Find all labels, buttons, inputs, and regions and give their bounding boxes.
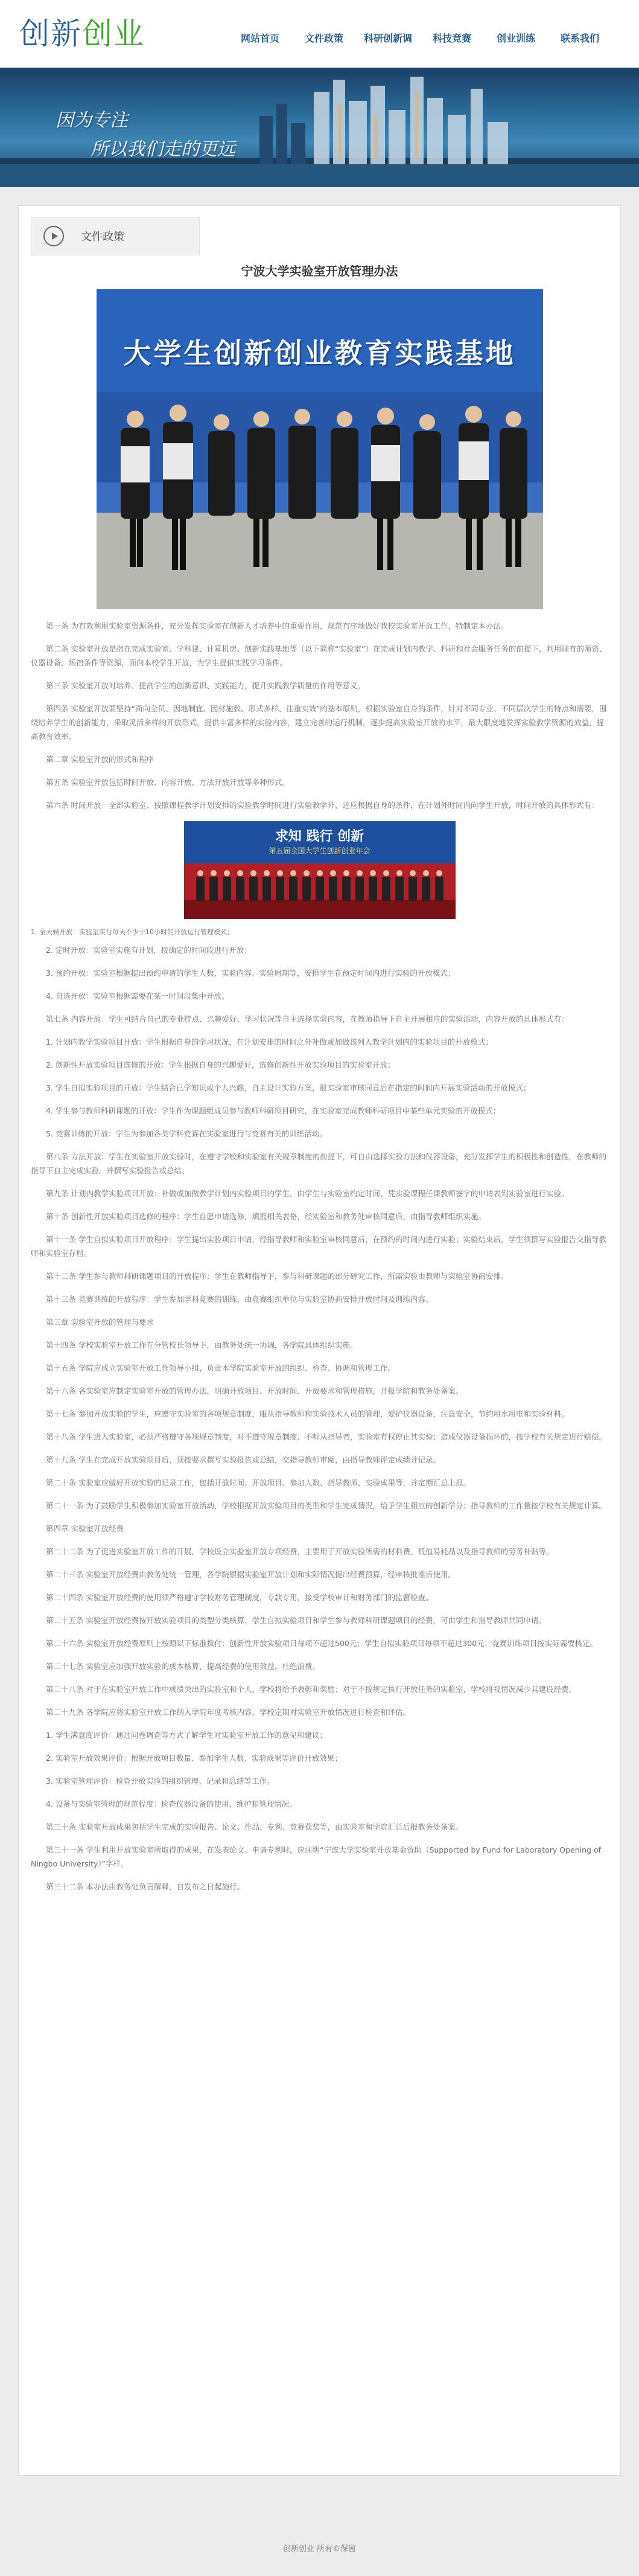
play-circle-icon xyxy=(43,226,64,246)
article-paragraph: 第二条 实验室开放是指在完成实验室、学科建、计算机房、创新实践基地等（以下简称“实验室”）在完成计划内教学、科研和社会服务任务的前提下，利用现有的师资、仪器设备、场馆条件等资源，面向本校学生开放，为学生提供实践学习条件。 xyxy=(31,644,607,667)
article-paragraph: 第二十条 实验室应做好开放实验的记录工作，包括开放时间、开放项目、参加人数、指导教师、实验成果等，并定期汇总上报。 xyxy=(46,1478,471,1487)
article-paragraph: 第十八条 学生进入实验室，必须严格遵守各项规章制度，对不遵守规章制度、不听从指导者，实验室有权停止其实验；造成仪器设备损坏的，按学校有关规定进行赔偿。 xyxy=(46,1432,606,1441)
article-paragraph: 第十六条 各实验室应制定实验室开放的管理办法，明确开放项目、开放时间、开放要求和管理措施，并报学院和教务处备案。 xyxy=(46,1386,463,1395)
site-header xyxy=(0,0,639,68)
article-paragraph: 第十五条 学院应成立实验室开放工作领导小组，负责本学院实验室开放的组织、检查、协调和管理工作。 xyxy=(46,1363,395,1373)
article-paragraph: 第二十九条 各学院应将实验室开放工作纳入学院年度考核内容，学校定期对实验室开放情况进行检查和评估。 xyxy=(46,1708,410,1717)
article-paragraph: 第三条 实验室开放对培养、提高学生的创新意识、实践能力，提升实践教学质量的作用等意义。 xyxy=(46,681,365,690)
article-paragraph: 第二十三条 实验室开放经费由教务处统一管理，各学院根据实验室开放计划和实际情况提出经费预算，经审核批准后使用。 xyxy=(46,1570,456,1579)
section-title: 文件政策 xyxy=(81,231,124,243)
article-paragraph: 第二十二条 为了促进实验室开放工作的开展，学校设立实验室开放专项经费，主要用于开放实验所需的材料费、低值易耗品以及指导教师的劳务补贴等。 xyxy=(46,1547,554,1556)
article-paragraph: 第二十八条 对于在实验室开放工作中成绩突出的实验室和个人，学校将给予表彰和奖励；对于不按规定执行开放任务的实验室，学校将视情况减少其建设经费。 xyxy=(46,1685,576,1694)
group-photo-annual-meeting xyxy=(184,821,456,919)
article-paragraph: 第七条 内容开放：学生可结合自己的专业特点、兴趣爱好、学习状况等自主选择实验内容，在教师指导下自主开展相应的实验活动，内容开放的具体形式有： xyxy=(46,1014,569,1024)
article-title: 宁波大学实验室开放管理办法 xyxy=(241,264,398,278)
logo-text-part2: 创业 xyxy=(82,16,145,51)
nav-contact[interactable]: 联系我们 xyxy=(560,33,599,44)
logo-text-part1: 创新 xyxy=(19,16,82,51)
article-paragraph: 第二十一条 为了鼓励学生积极参加实验室开放活动，学校根据开放实验项目的类型和学生完成情况，给予学生相应的创新学分；指导教师的工作量按学校有关规定计算。 xyxy=(46,1501,606,1510)
article-paragraph: 第十条 创新性开放实验项目选修的程序：学生自愿申请选修，填报相关表格，经实验室和教务处审核同意后，由指导教师组织实施。 xyxy=(46,1212,486,1221)
article-paragraph: 4. 设备与实验室管理的规范程度：检查仪器设备的使用、维护和管理情况。 xyxy=(46,1799,297,1809)
article-paragraph: 第三十条 实验室开放成果包括学生完成的实验报告、论文、作品、专利、竞赛获奖等，由实验室和学院汇总后报教务处备案。 xyxy=(46,1822,463,1831)
banner-slogan-line1: 因为专注 xyxy=(56,110,128,131)
article-paragraph: 第十三条 竞赛训练的开放程序：学生参加学科竞赛的训练，由竞赛组织单位与实验室协商安排开放时间及训练内容。 xyxy=(46,1295,433,1304)
article-paragraph: 3. 预约开放：实验室根据提出预约申请的学生人数、实验内容、实验周期等，安排学生在预定时间内进行实验的开放模式； xyxy=(46,969,456,978)
hero-banner xyxy=(0,68,639,187)
nav-training[interactable]: 创业训练 xyxy=(496,33,535,44)
article-paragraph: 第二十五条 实验室开放经费按开放实验项目的类型分类核算，学生自拟实验项目和学生参与教师科研课题项目的经费，可由学生和指导教师共同申请。 xyxy=(46,1616,546,1625)
nav-home[interactable]: 网站首页 xyxy=(240,33,279,44)
article-paragraph: 第六条 时间开放：全部实验室、按照课程教学计划安排的实验教学时间进行实验教学外，还应根据自身的条件，在计划外时间内向学生开放，时间开放的具体形式有： xyxy=(46,801,599,810)
photo-banner-text: 大学生创新创业教育实践基地 xyxy=(123,337,516,370)
article-paragraph: 第二章 实验室开放的形式和程序 xyxy=(46,755,154,764)
article-paragraph: 第九条 计划内教学实验项目开放：补做或加做教学计划内实验项目的学生，由学生与实验室约定时间，凭实验课程任课教师签字的申请表到实验室进行实验。 xyxy=(46,1189,569,1198)
article-paragraph: 2. 创新性开放实验项目选修的开放：学生根据自身的兴趣爱好，选修创新性开放实验项目的实验室开放； xyxy=(46,1060,395,1069)
footer-copyright: 创新创业 所有©保留 xyxy=(282,2545,357,2554)
article-paragraph: 第五条 实验室开放包括时间开放、内容开放、方法开放开放等多种形式。 xyxy=(46,778,290,787)
article-paragraph: 第二十七条 实验室应加强开放实验的成本核算，提高经费的使用效益，杜绝浪费。 xyxy=(46,1662,320,1671)
nav-competition[interactable]: 科技竞赛 xyxy=(432,33,471,44)
section-tab xyxy=(31,217,200,255)
site-logo[interactable] xyxy=(19,16,145,52)
nav-policy[interactable]: 文件政策 xyxy=(304,33,343,44)
article-paragraph: 第十七条 参加开放实验的学生，应遵守实验室的各项规章制度，服从指导教师和实验技术人员的管理，爱护仪器设备，注意安全，节约用水用电和实验材料。 xyxy=(46,1409,569,1418)
article-paragraph: 第一条 为有效利用实验室资源条件，充分发挥实验室在创新人才培养中的重要作用，规范有序地做好我校实验室开放工作，特制定本办法。 xyxy=(46,621,509,630)
article-paragraph: 4. 自选开放：实验室根据需要在某一时间段集中开放。 xyxy=(46,992,229,1001)
article-paragraph: 第二十四条 实验室开放经费的使用须严格遵守学校财务管理制度，专款专用，接受学校审计和财务部门的监督检查。 xyxy=(46,1593,433,1602)
article-paragraph: 第八条 方法开放：学生在实验室开放实验时，在遵守学校和实验室有关规章制度的前提下，可自由选择实验方法和仪器设备，充分发挥学生的积极性和创造性，在教师的指导下自主完成实验，并撰写实验报告或总结。 xyxy=(31,1152,606,1175)
photo2-banner-line1: 求知 践行 创新 xyxy=(275,829,364,844)
article-paragraph: 第十九条 学生在完成开放实验项目后，须按要求撰写实验报告或总结，交指导教师审阅，由指导教师评定成绩并记录。 xyxy=(46,1455,440,1464)
article-paragraph: 1. 学生满意度评价：通过问卷调查等方式了解学生对实验室开放工作的意见和建议； xyxy=(46,1731,327,1740)
article-paragraph: 第四条 实验室开放要坚持“面向全员、因地制宜、因材施教、形式多样、注重实效”的基本原则，根据实验室自身的条件，针对不同专业、不同层次学生的特点和需要，围绕培养学生的创新能力，采取灵活多样的开放形式，提供丰富多样的实验内容，建立完善的运行机制，逐步提高实验室开放的水平，最大限度地发挥实验教学资源的效益，提高教育效率。 xyxy=(31,704,607,741)
article-paragraph: 第四章 实验室开放经费 xyxy=(46,1524,124,1533)
article-paragraph: 第三十二条 本办法由教务处负责解释，自发布之日起施行。 xyxy=(46,1882,244,1891)
site-footer xyxy=(0,2476,639,2576)
group-photo-practice-base xyxy=(97,289,543,609)
article-paragraph: 4. 学生参与教师科研课题的开放：学生作为课题组成员参与教师科研项目研究，在实验室完成教师科研项目中某些单元实验的开放模式； xyxy=(46,1106,501,1115)
content-wrapper xyxy=(0,187,639,2476)
article-paragraph: 1. 计划内教学实验项目开放：学生根据自身的学习状况，在计划安排的时间之外补做或加做该列入教学计划内的实验项目的开放模式； xyxy=(46,1037,493,1046)
article-paragraph: 第三十一条 学生利用开放实验室所取得的成果，在发表论文、申请专利时，应注明“宁波大学实验室开放基金资助（Supported by Fund for Laboratory Opening of Ningbo University）”字样。 xyxy=(31,1845,601,1868)
main-nav xyxy=(228,31,612,46)
article-paragraph: 5. 竞赛训练的开放：学生为参加各类学科竞赛在实验室进行与竞赛有关的训练活动。 xyxy=(46,1129,327,1138)
article-caption: 1. 全天候开放：实验室实行每天不少于10小时的开放运行管理模式； xyxy=(31,928,234,936)
article-paragraph: 2. 定时开放：实验室实施有计划，按确定的时间段进行开放； xyxy=(46,946,252,955)
article-paragraph: 第十一条 学生自拟实验项目开放程序：学生提出实验项目申请，经指导教师和实验室审核同意后，在预约的时间内进行实验；实验结束后，学生须撰写实验报告交指导教师和实验室存档。 xyxy=(31,1235,606,1258)
article-paragraph: 第二十六条 实验室开放经费原则上按照以下标准拨付：创新性开放实验项目每项不超过500元；学生自拟实验项目每项不超过300元；竞赛训练项目按实际需要核定。 xyxy=(46,1639,598,1648)
article-paragraph: 第十四条 学校实验室开放工作在分管校长领导下，由教务处统一协调，各学院具体组织实施。 xyxy=(46,1341,358,1350)
article-paragraph: 3. 学生自拟实验项目的开放：学生结合已学知识或个人兴趣，自主设计实验方案，报实验室审核同意后在指定的时间内开展实验活动的开放模式； xyxy=(46,1083,531,1092)
article-paragraph: 3. 实验室管理评价：检查开放实验的组织管理、记录和总结等工作。 xyxy=(46,1777,275,1786)
banner-slogan-line2: 所以我们走的更远 xyxy=(91,139,235,160)
article-paragraph: 第三章 实验室开放的管理与要求 xyxy=(46,1318,154,1327)
article-paragraph: 第十二条 学生参与教师科研课题项目的开放程序：学生在教师指导下，参与科研课题的部分研究工作，所需实验由教师与实验室协商安排。 xyxy=(46,1272,509,1281)
article-paragraph: 2. 实验室开放效果评价：根据开放项目数量、参加学生人数、实验成果等评价开放效果； xyxy=(46,1754,342,1763)
photo2-banner-line2: 第五届全国大学生创新创业年会 xyxy=(269,847,370,855)
nav-research[interactable]: 科研创新调 xyxy=(363,33,412,44)
content-panel xyxy=(18,205,621,2476)
